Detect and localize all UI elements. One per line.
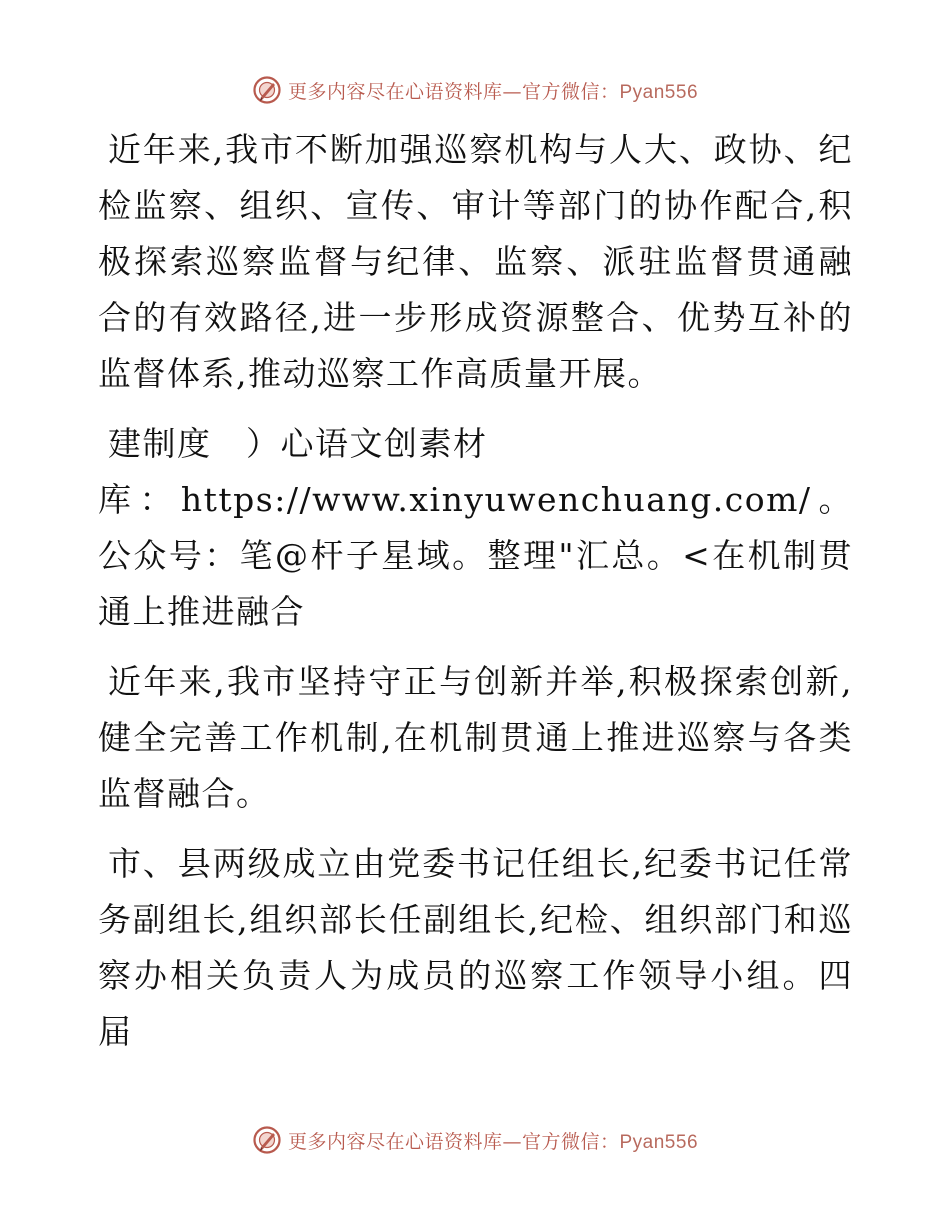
paragraph: 近年来,我市坚持守正与创新并举,积极探索创新,健全完善工作机制,在机制贯通上推进巡察与各类监督融合。 xyxy=(98,662,853,813)
watermark-contact: Pyan556 xyxy=(619,1131,699,1153)
footer-watermark xyxy=(0,1120,950,1160)
watermark-text: 更多内容尽在心语资料库—官方微信：Pyan556 xyxy=(287,80,699,103)
pen-logo-icon xyxy=(252,1125,282,1155)
paragraph: 近年来,我市不断加强巡察机构与人大、政协、纪检监察、组织、宣传、审计等部门的协作配合,积极探索巡察监督与纪律、监察、派驻监督贯通融合的有效路径,进一步形成资源整合、优势互补的监督体系,推动巡察工作高质量开展。 xyxy=(98,130,853,393)
watermark-contact: Pyan556 xyxy=(619,81,699,103)
header-watermark xyxy=(0,70,950,110)
watermark-text: 更多内容尽在心语资料库—官方微信：Pyan556 xyxy=(287,1130,699,1153)
paragraph: 市、县两级成立由党委书记任组长,纪委书记任常务副组长,组织部长任副组长,纪检、组织部门和巡察办相关负责人为成员的巡察工作领导小组。四届 xyxy=(98,844,853,1051)
document-body xyxy=(98,122,853,1074)
paragraph: 建制度 ）心语文创素材 xyxy=(108,424,488,463)
paragraph: 库：https://www.xinyuwenchuang.com/。公众号：笔@杆子星域。整理"汇总。<在机制贯通上推进融合 xyxy=(98,480,853,631)
pen-logo-icon xyxy=(252,75,282,105)
